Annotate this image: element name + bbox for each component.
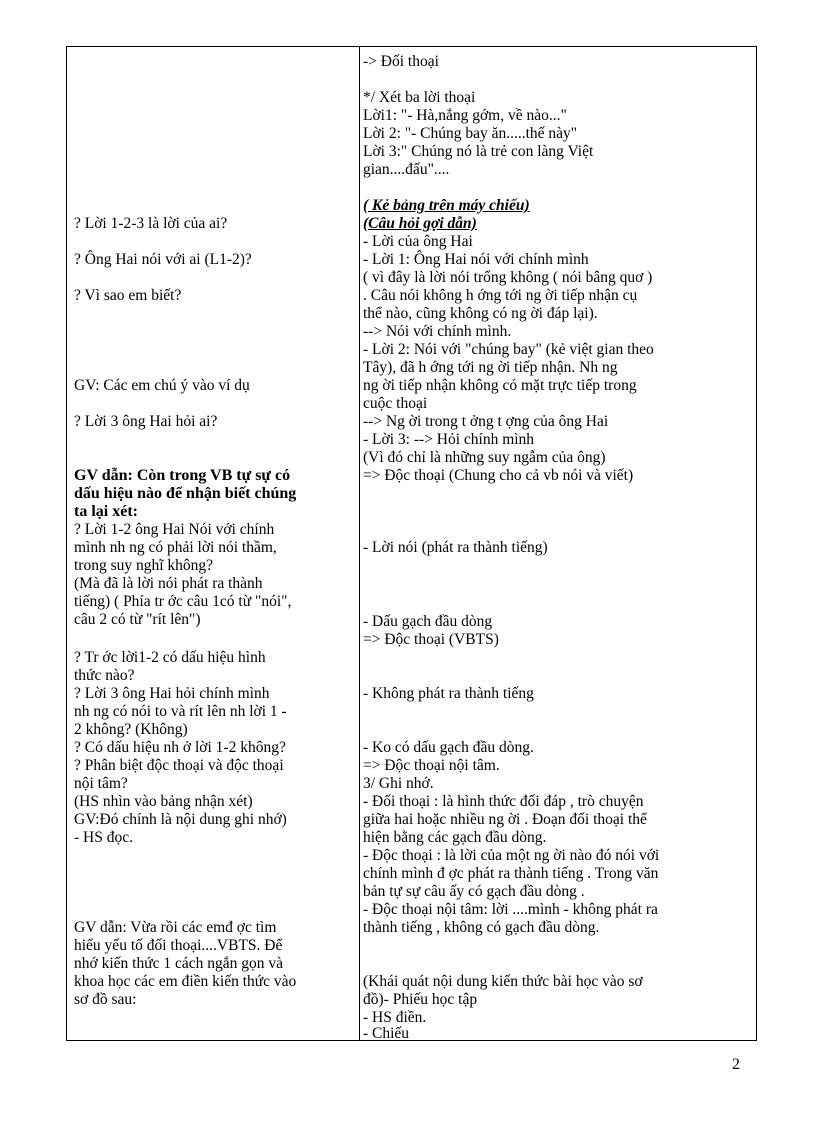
teacher-wrapup-1: GV dẫn: Vừa rồi các emđ ợc tìm: [74, 919, 277, 936]
teacher-wrapup-5: sơ đồ sau:: [74, 991, 137, 1008]
memo-inner-2: thành tiếng , không có gạch đầu dòng.: [363, 919, 600, 936]
answer-not-aloud: - Không phát ra thành tiếng: [363, 685, 534, 702]
memo-monologue-2: chính mình đ ợc phát ra thành tiếng . Trong văn: [363, 865, 659, 882]
question-line3-loud-2: nh ng có nói to và rít lên nh lời 1 -: [74, 703, 287, 720]
lesson-table: [66, 46, 757, 1041]
note-spoken-line-2: tiếng) ( Phía tr ớc câu 1có từ "nói",: [74, 593, 292, 610]
answer-monologue-vbts: => Độc thoại (VBTS): [363, 631, 499, 648]
teacher-note-example: GV: Các em chú ý vào ví dụ: [74, 377, 250, 394]
guiding-questions-heading: (Câu hỏi gợi dẫn): [363, 215, 477, 232]
answer-monologue-general: => Độc thoại (Chung cho cả vb nói và viết): [363, 467, 634, 484]
answer-line2-4: cuộc thoại: [363, 395, 428, 412]
student-look-table: (HS nhìn vào bảng nhận xét): [74, 793, 253, 810]
note-spoken-line-1: (Mà đã là lời nói phát ra thành: [74, 575, 263, 592]
memo-inner-1: - Độc thoại nội tâm: lời ....mình - không phát ra: [363, 901, 658, 918]
question-has-sign: ? Có dấu hiệu nh ở lời 1-2 không?: [74, 739, 286, 756]
question-why: ? Vì sao em biết?: [74, 287, 182, 304]
memo-dialogue-3: hiện bằng các gạch đầu dòng.: [363, 829, 547, 846]
answer-speaker: - Lời của ông Hai: [363, 233, 473, 250]
quote-line-2: Lời 2: "- Chúng bay ăn.....thế này": [363, 125, 578, 142]
question-12-line-1: ? Lời 1-2 ông Hai Nói với chính: [74, 521, 275, 538]
projection: - Chiếu: [363, 1025, 410, 1042]
answer-because: ( vì đây là lời nói trống không ( nói bâng quơ ): [363, 269, 653, 286]
student-read: - HS đọc.: [74, 829, 133, 846]
answer-self-talk: --> Nói với chính mình.: [363, 323, 512, 340]
answer-no-dash: - Ko có dấu gạch đầu dòng.: [363, 739, 534, 756]
teacher-wrapup-2: hiểu yếu tố đối thoại....VBTS. Để: [74, 937, 283, 954]
page-number: 2: [732, 1056, 740, 1073]
memo-monologue-3: bản tự sự câu ấy có gạch đầu dòng .: [363, 883, 585, 900]
quote-line-1: Lời1: "- Hà,nắng gớm, về nào...": [363, 107, 567, 124]
question-distinguish-1: ? Phân biệt độc thoại và độc thoại: [74, 757, 284, 774]
answer-line2-2: Tây), đã h ớng tới ng ời tiếp nhận. Nh ng: [363, 359, 618, 376]
question-12-line-3: trong suy nghĩ không?: [74, 557, 214, 574]
consider-three-lines: */ Xét ba lời thoại: [363, 89, 476, 106]
answer-dash: - Dấu gạch đầu dòng: [363, 613, 493, 630]
question-distinguish-2: nội tâm?: [74, 775, 128, 792]
question-line3-asks-who: ? Lời 3 ông Hai hỏi ai?: [74, 413, 218, 430]
answer-spoken-aloud: - Lời nói (phát ra thành tiếng): [363, 539, 548, 556]
question-line3-loud-3: 2 không? (Không): [74, 721, 188, 738]
note-spoken-line-3: câu 2 có từ "rít lên"): [74, 611, 201, 628]
teacher-memo-note: GV:Đó chính là nội dung ghi nhớ): [74, 811, 287, 828]
answer-line2-1: - Lời 2: Nói với "chúng bay" (kẻ việt gian theo: [363, 341, 654, 358]
teacher-wrapup-3: nhớ kiến thức 1 cách ngắn gọn và: [74, 955, 283, 972]
dialogue-label: -> Đối thoại: [363, 53, 439, 70]
answer-not-directed-2: thể nào, cũng không có ng ời đáp lại).: [363, 305, 598, 322]
student-fill: - HS điền.: [363, 1009, 427, 1026]
memo-dialogue-1: - Đối thoại : là hình thức đối đáp , trò chuyện: [363, 793, 644, 810]
answer-line3: - Lời 3: --> Hỏi chính mình: [363, 431, 535, 448]
teacher-lead-heading-1: GV dẫn: Còn trong VB tự sự có: [74, 467, 291, 484]
memo-dialogue-2: giữa hai hoặc nhiều ng ời . Đoạn đối thoại thể: [363, 811, 647, 828]
quote-line-3a: Lời 3:" Chúng nó là trẻ con làng Việt: [363, 143, 594, 160]
answer-reflection: (Vì đó chỉ là những suy ngẫm của ông): [363, 449, 606, 466]
question-line3-loud-1: ? Lời 3 ông Hai hỏi chính mình: [74, 685, 270, 702]
answer-imagined-person: --> Ng ời trong t ởng t ợng của ông Hai: [363, 413, 609, 430]
answer-line2-3: ng ời tiếp nhận không có mặt trực tiếp trong: [363, 377, 637, 394]
memo-heading: 3/ Ghi nhớ.: [363, 775, 434, 792]
question-who-spoken-to: ? Ông Hai nói với ai (L1-2)?: [74, 251, 252, 268]
teacher-lead-heading-2: dấu hiệu nào để nhận biết chúng: [74, 485, 297, 502]
teacher-lead-heading-3: ta lại xét:: [74, 503, 138, 520]
answer-line1: - Lời 1: Ông Hai nói với chính mình: [363, 251, 589, 268]
answer-not-directed-1: . Câu nói không h ớng tới ng ời tiếp nhận cụ: [363, 287, 638, 304]
teacher-wrapup-4: khoa học các em điền kiến thức vào: [74, 973, 297, 990]
summary-2: đồ)- Phiếu học tập: [363, 991, 478, 1008]
summary-1: (Khái quát nội dung kiến thức bài học vào sơ: [363, 973, 643, 990]
question-form-sign-2: thức nào?: [74, 667, 135, 684]
question-form-sign-1: ? Tr ớc lời1-2 có dấu hiệu hình: [74, 649, 266, 666]
memo-monologue-1: - Độc thoại : là lời của một ng ời nào đó nói với: [363, 847, 660, 864]
answer-inner-monologue: => Độc thoại nội tâm.: [363, 757, 500, 774]
projector-table-heading: ( Kẻ bảng trên máy chiếu): [363, 197, 530, 214]
question-lines-speaker: ? Lời 1-2-3 là lời của ai?: [74, 215, 228, 232]
column-divider: [359, 47, 360, 1040]
quote-line-3b: gian....đấu"....: [363, 161, 450, 178]
question-12-line-2: mình nh ng có phải lời nói thầm,: [74, 539, 277, 556]
